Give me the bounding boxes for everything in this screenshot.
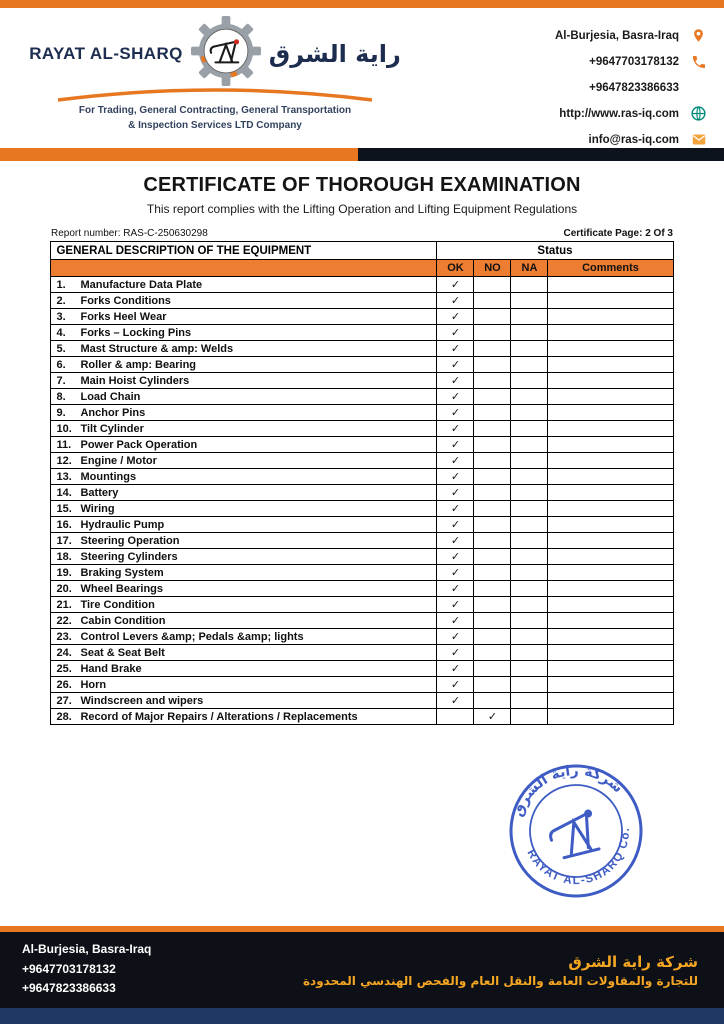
footer (0, 926, 724, 1008)
checklist-row (51, 501, 673, 517)
checklist-row (51, 581, 673, 597)
check-cell-ok: ✓ (437, 469, 474, 485)
check-cell-no (474, 373, 511, 389)
certificate-page-number (564, 228, 674, 239)
checklist-row (51, 709, 673, 725)
check-cell-na (511, 693, 548, 709)
check-cell-na (511, 389, 548, 405)
comment-cell (548, 405, 673, 421)
checklist-row (51, 389, 673, 405)
item-name: 17. Steering Operation (51, 533, 437, 549)
company-tagline-line1: For Trading, General Contracting, General Transportation (78, 105, 352, 116)
check-cell-na (511, 549, 548, 565)
comment-cell (548, 597, 673, 613)
contact-text[interactable]: http://www.ras-iq.com (559, 107, 679, 120)
checklist-row (51, 421, 673, 437)
company-stamp (490, 745, 662, 917)
logo-swoosh (30, 87, 400, 103)
contact-list (400, 14, 708, 148)
check-cell-ok: ✓ (437, 357, 474, 373)
check-cell-no (474, 309, 511, 325)
equipment-checklist-table (50, 241, 673, 725)
check-cell-ok: ✓ (437, 517, 474, 533)
checklist-row (51, 293, 673, 309)
bottom-bar (0, 1008, 724, 1024)
page-label: Certificate Page: (563, 228, 643, 239)
checklist-row (51, 565, 673, 581)
checklist-row (51, 357, 673, 373)
check-cell-na (511, 373, 548, 389)
report-number-value: RAS-C-250630298 (123, 228, 208, 239)
contact-text: +9647703178132 (589, 55, 679, 68)
check-cell-na (511, 645, 548, 661)
report-number-label: Report number: (51, 228, 121, 239)
comment-cell (548, 389, 673, 405)
contact-row (400, 52, 708, 71)
comment-cell (548, 693, 673, 709)
check-cell-ok: ✓ (437, 677, 474, 693)
check-cell-ok: ✓ (437, 501, 474, 517)
item-name: 14. Battery (51, 485, 437, 501)
check-cell-ok: ✓ (437, 581, 474, 597)
comment-cell (548, 533, 673, 549)
item-name: 24. Seat & Seat Belt (51, 645, 437, 661)
description-column-header: GENERAL DESCRIPTION OF THE EQUIPMENT (51, 242, 437, 260)
stamp-derrick-icon (547, 812, 599, 860)
check-cell-no (474, 501, 511, 517)
subheader-empty-cell (51, 260, 437, 277)
comment-cell (548, 357, 673, 373)
meta-row (51, 228, 673, 239)
item-name: 13. Mountings (51, 469, 437, 485)
check-cell-no (474, 629, 511, 645)
check-cell-na (511, 485, 548, 501)
comment-cell (548, 645, 673, 661)
checklist-row (51, 485, 673, 501)
contact-row (400, 130, 708, 149)
check-cell-ok: ✓ (437, 693, 474, 709)
check-cell-ok: ✓ (437, 341, 474, 357)
check-cell-no (474, 421, 511, 437)
contact-text: +9647823386633 (589, 81, 679, 94)
no-column-header: NO (474, 260, 511, 277)
comment-cell (548, 549, 673, 565)
check-cell-no (474, 277, 511, 293)
check-cell-ok: ✓ (437, 565, 474, 581)
check-cell-na (511, 565, 548, 581)
comment-cell (548, 421, 673, 437)
na-column-header: NA (511, 260, 548, 277)
footer-arabic-block (303, 950, 698, 988)
check-cell-no (474, 533, 511, 549)
check-cell-no (474, 437, 511, 453)
check-cell-na (511, 517, 548, 533)
comment-cell (548, 453, 673, 469)
status-subheader-row (51, 260, 673, 277)
check-cell-no (474, 293, 511, 309)
item-name: 18. Steering Cylinders (51, 549, 437, 565)
check-cell-ok: ✓ (437, 325, 474, 341)
contact-text[interactable]: info@ras-iq.com (588, 133, 679, 146)
check-cell-na (511, 277, 548, 293)
footer-contact-line: +9647703178132 (22, 961, 116, 976)
comment-cell (548, 325, 673, 341)
item-name: 7. Main Hoist Cylinders (51, 373, 437, 389)
item-name: 10. Tilt Cylinder (51, 421, 437, 437)
certificate-title: CERTIFICATE OF THOROUGH EXAMINATION (143, 174, 581, 196)
contact-icon-placeholder (689, 78, 708, 97)
check-cell-no (474, 581, 511, 597)
check-cell-no (474, 485, 511, 501)
company-name: RAYAT AL-SHARQ (29, 43, 183, 63)
check-cell-ok (437, 709, 474, 725)
check-cell-no (474, 357, 511, 373)
item-name: 6. Roller & amp: Bearing (51, 357, 437, 373)
check-cell-na (511, 341, 548, 357)
contact-row (400, 78, 708, 97)
check-cell-na (511, 405, 548, 421)
comment-cell (548, 277, 673, 293)
check-cell-ok: ✓ (437, 645, 474, 661)
check-cell-no: ✓ (474, 709, 511, 725)
checklist-row (51, 373, 673, 389)
phone-icon (689, 52, 708, 71)
page-value: 2 Of 3 (645, 228, 673, 239)
footer-contact-line: Al-Burjesia, Basra-Iraq (22, 942, 152, 957)
item-name: 9. Anchor Pins (51, 405, 437, 421)
ok-column-header: OK (437, 260, 474, 277)
item-name: 19. Braking System (51, 565, 437, 581)
header-divider (0, 148, 724, 161)
checklist-row (51, 661, 673, 677)
item-name: 8. Load Chain (51, 389, 437, 405)
top-accent-bar (0, 0, 724, 8)
checklist-row (51, 453, 673, 469)
checklist-row (51, 517, 673, 533)
item-name: 28. Record of Major Repairs / Alterations / Replacements (51, 709, 437, 725)
contact-text: Al-Burjesia, Basra-Iraq (555, 29, 679, 42)
mail-icon (689, 130, 708, 149)
checklist-row (51, 597, 673, 613)
comment-cell (548, 485, 673, 501)
check-cell-na (511, 325, 548, 341)
check-cell-na (511, 533, 548, 549)
item-name: 20. Wheel Bearings (51, 581, 437, 597)
company-logo (30, 14, 400, 148)
check-cell-na (511, 581, 548, 597)
check-cell-no (474, 661, 511, 677)
check-cell-ok: ✓ (437, 549, 474, 565)
check-cell-no (474, 341, 511, 357)
divider-dark-segment (358, 148, 724, 161)
check-cell-no (474, 565, 511, 581)
table-header-row (51, 242, 673, 260)
check-cell-ok: ✓ (437, 421, 474, 437)
item-name: 23. Control Levers &amp; Pedals &amp; lights (51, 629, 437, 645)
check-cell-no (474, 613, 511, 629)
check-cell-no (474, 517, 511, 533)
check-cell-ok: ✓ (437, 661, 474, 677)
check-cell-na (511, 597, 548, 613)
checklist-row (51, 277, 673, 293)
header (0, 8, 724, 148)
check-cell-na (511, 421, 548, 437)
check-cell-ok: ✓ (437, 613, 474, 629)
check-cell-ok: ✓ (437, 389, 474, 405)
check-cell-no (474, 693, 511, 709)
item-name: 25. Hand Brake (51, 661, 437, 677)
comments-column-header: Comments (548, 260, 673, 277)
check-cell-no (474, 405, 511, 421)
item-name: 26. Horn (51, 677, 437, 693)
item-name: 11. Power Pack Operation (51, 437, 437, 453)
location-icon (689, 26, 708, 45)
check-cell-na (511, 677, 548, 693)
contact-row (400, 26, 708, 45)
item-name: 22. Cabin Condition (51, 613, 437, 629)
item-name: 5. Mast Structure & amp: Welds (51, 341, 437, 357)
check-cell-ok: ✓ (437, 405, 474, 421)
checklist-row (51, 677, 673, 693)
checklist-row (51, 437, 673, 453)
checklist-row (51, 693, 673, 709)
check-cell-ok: ✓ (437, 309, 474, 325)
checklist-body (51, 277, 673, 725)
gear-oil-derrick-logo-icon (191, 16, 261, 91)
check-cell-no (474, 677, 511, 693)
check-cell-no (474, 389, 511, 405)
check-cell-no (474, 469, 511, 485)
check-cell-na (511, 293, 548, 309)
stamp-arabic-text: شركة راية الشرق (510, 762, 626, 819)
check-cell-no (474, 597, 511, 613)
check-cell-ok: ✓ (437, 277, 474, 293)
check-cell-no (474, 549, 511, 565)
footer-contact-block (22, 940, 151, 998)
check-cell-no (474, 325, 511, 341)
item-name: 4. Forks – Locking Pins (51, 325, 437, 341)
comment-cell (548, 309, 673, 325)
checklist-row (51, 309, 673, 325)
checklist-row (51, 629, 673, 645)
item-name: 27. Windscreen and wipers (51, 693, 437, 709)
check-cell-ok: ✓ (437, 629, 474, 645)
report-number (51, 228, 208, 239)
footer-description-arabic: للتجارة والمقاولات العامة والنقل العام والفحص الهندسي المحدودة (302, 974, 698, 989)
check-cell-ok: ✓ (437, 453, 474, 469)
checklist-row (51, 405, 673, 421)
divider-orange-segment (0, 148, 358, 161)
check-cell-ok: ✓ (437, 293, 474, 309)
comment-cell (548, 677, 673, 693)
comment-cell (548, 517, 673, 533)
check-cell-na (511, 709, 548, 725)
checklist-row (51, 341, 673, 357)
check-cell-na (511, 469, 548, 485)
check-cell-na (511, 309, 548, 325)
comment-cell (548, 613, 673, 629)
item-name: 1. Manufacture Data Plate (51, 277, 437, 293)
checklist-row (51, 613, 673, 629)
checklist-row (51, 549, 673, 565)
item-name: 21. Tire Condition (51, 597, 437, 613)
comment-cell (548, 293, 673, 309)
contact-row (400, 104, 708, 123)
check-cell-ok: ✓ (437, 373, 474, 389)
check-cell-ok: ✓ (437, 485, 474, 501)
comment-cell (548, 661, 673, 677)
check-cell-ok: ✓ (437, 597, 474, 613)
comment-cell (548, 341, 673, 357)
item-name: 16. Hydraulic Pump (51, 517, 437, 533)
checklist-row (51, 533, 673, 549)
item-name: 12. Engine / Motor (51, 453, 437, 469)
check-cell-no (474, 645, 511, 661)
checklist-row (51, 325, 673, 341)
item-name: 3. Forks Heel Wear (51, 309, 437, 325)
status-column-header: Status (437, 242, 673, 260)
check-cell-ok: ✓ (437, 533, 474, 549)
globe-icon (689, 104, 708, 123)
certificate-subtitle: This report complies with the Lifting Operation and Lifting Equipment Regulations (146, 202, 578, 216)
comment-cell (548, 501, 673, 517)
checklist-row (51, 645, 673, 661)
check-cell-na (511, 453, 548, 469)
comment-cell (548, 565, 673, 581)
check-cell-ok: ✓ (437, 437, 474, 453)
check-cell-no (474, 453, 511, 469)
check-cell-na (511, 501, 548, 517)
comment-cell (548, 709, 673, 725)
comment-cell (548, 581, 673, 597)
item-name: 15. Wiring (51, 501, 437, 517)
footer-contact-line: +9647823386633 (22, 980, 116, 995)
comment-cell (548, 469, 673, 485)
check-cell-na (511, 437, 548, 453)
comment-cell (548, 629, 673, 645)
footer-company-arabic: شركة راية الشرق (568, 953, 698, 972)
company-tagline-line2: & Inspection Services LTD Company (128, 120, 302, 131)
item-name: 2. Forks Conditions (51, 293, 437, 309)
check-cell-na (511, 661, 548, 677)
comment-cell (548, 437, 673, 453)
comment-cell (548, 373, 673, 389)
check-cell-na (511, 357, 548, 373)
check-cell-na (511, 613, 548, 629)
stamp-english-text: RAYAT AL-SHARQ Co. (524, 826, 633, 888)
check-cell-na (511, 629, 548, 645)
company-name-arabic: راية الشرق (268, 39, 401, 68)
checklist-row (51, 469, 673, 485)
